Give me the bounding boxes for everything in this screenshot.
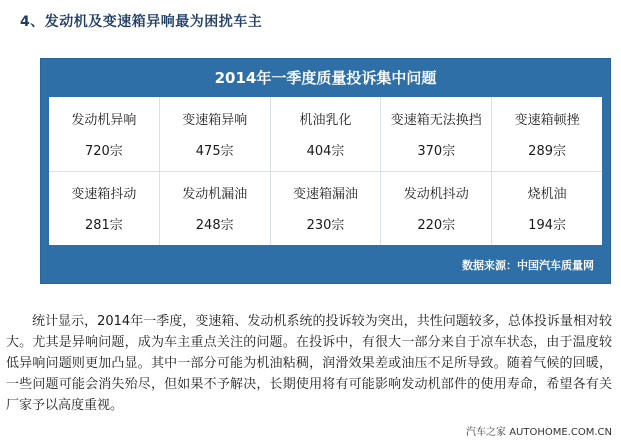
complaints-table-card — [40, 58, 611, 284]
cell-value: 289宗 — [528, 143, 566, 159]
cell-value: 248宗 — [195, 218, 234, 234]
cell-label: 变速箱无法换挡 — [390, 112, 482, 128]
cell-value: 220宗 — [417, 218, 456, 234]
cell-value: 281宗 — [84, 218, 123, 234]
cell-label: 发动机漏油 — [182, 187, 248, 203]
cell-label: 变速箱漏油 — [292, 187, 358, 203]
watermark-text: 汽车之家 AUTOHOME.COM.CN — [466, 427, 612, 438]
cell-value: 720宗 — [84, 143, 123, 159]
table-title: 2014年一季度质量投诉集中问题 — [214, 69, 437, 87]
cell-value: 230宗 — [306, 218, 345, 234]
table-cell — [381, 97, 491, 171]
complaints-grid — [49, 97, 602, 245]
data-source-note: 数据来源：中国汽车质量网 — [462, 259, 594, 272]
section-heading: 4、发动机及变速箱异响最为困扰车主 — [20, 14, 263, 30]
cell-label: 变速箱抖动 — [71, 187, 137, 203]
cell-value: 370宗 — [417, 143, 456, 159]
cell-value: 404宗 — [306, 143, 345, 159]
cell-label: 烧机油 — [527, 187, 567, 203]
cell-value: 194宗 — [528, 218, 566, 234]
table-cell — [49, 97, 159, 171]
table-cell — [492, 97, 602, 171]
table-cell — [49, 172, 159, 246]
table-cell — [271, 97, 381, 171]
table-cell — [381, 172, 491, 246]
cell-label: 变速箱异响 — [182, 112, 248, 128]
cell-label: 变速箱顿挫 — [514, 112, 580, 128]
article-paragraph: 统计显示，2014年一季度，变速箱、发动机系统的投诉较为突出，共性问题较多，总体投诉量相对较大。尤其是异响问题，成为车主重点关注的问题。在投诉中，有很大一部分来自于凉车状态，由于温度较低异响问题则更加凸显。其中一部分可能为机油粘稠，润滑效果差或油压不足所导致。随着气候的回暖，一些问题可能会消失殆尽，但如果不予解决，长期使用将有可能影响发动机部件的使用寿命，希望各有关厂家予以高度重视。 — [6, 314, 612, 413]
table-cell — [160, 172, 270, 246]
cell-label: 机油乳化 — [299, 112, 352, 128]
cell-value: 475宗 — [195, 143, 234, 159]
table-cell — [271, 172, 381, 246]
cell-label: 发动机异响 — [71, 112, 137, 128]
table-cell — [160, 97, 270, 171]
table-cell — [492, 172, 602, 246]
cell-label: 发动机抖动 — [403, 187, 469, 203]
